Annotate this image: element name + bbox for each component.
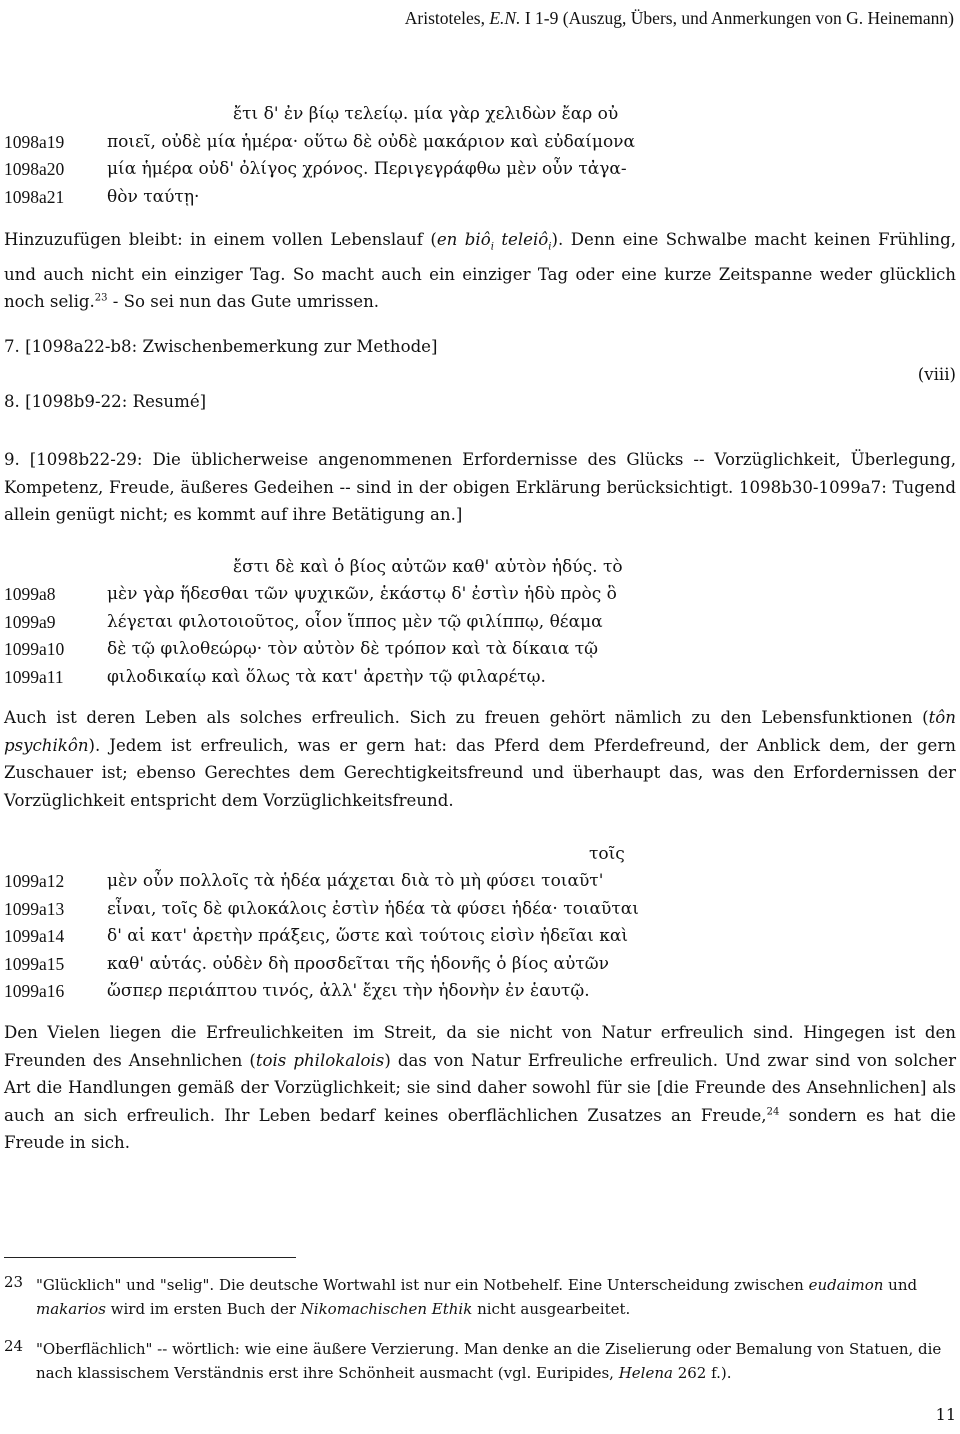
text-run: 262 f.). xyxy=(672,1364,732,1382)
text-run: nicht ausgearbeitet. xyxy=(472,1300,631,1318)
text-run: Den Vielen liegen die Erfreulichkeiten im Streit, da sie nicht von Natur erfreulich sind. Hingegen ist den Freunden des Ansehnlichen ( xyxy=(4,1023,956,1070)
line-ref: 1099a14 xyxy=(4,926,65,946)
text-run: teleiô xyxy=(493,230,549,249)
greek-line: φιλοδικαίῳ καὶ ὅλως τὰ κατ' ἀρετὴν τῷ φιλαρέτῳ. xyxy=(107,667,546,687)
line-ref: 1099a8 xyxy=(4,584,56,604)
greek-line: καθ' αὑτάς. οὐδὲν δὴ προσδεῖται τῆς ἡδονῆς ὁ βίος αὐτῶν xyxy=(107,954,609,974)
text-run: ) das von Natur Erfreuliche erfreulich. Und zwar sind von solcher Art die Handlungen gemäß der Vorzüglichkeit; sie sind daher sowohl für sie [die Freunde des Ansehnlichen] als auch an sich erfreulich. Ihr Leben bedarf keines oberflächlichen Zusatzes an Freude, xyxy=(4,1050,957,1125)
line-ref: 1099a11 xyxy=(4,667,64,687)
page-number: 11 xyxy=(935,1405,956,1424)
line-ref: 1099a13 xyxy=(4,899,65,919)
text-run: ). Jedem ist erfreulich, was er gern hat: das Pferd dem Pferdefreund, der Anblick dem, der gern Zuschauer ist; ebenso Gerechtes dem Gerechtigkeitsfreund und überhaupt das, was den Erfordernissen der Vorzüglichkeit entspricht dem Vorzüglichkeitsfreund. xyxy=(4,735,956,810)
text-run: und xyxy=(883,1276,918,1294)
footnote-number: 23 xyxy=(4,1273,24,1291)
greek-line: ποιεῖ, οὐδὲ μία ἡμέρα· οὕτω δὲ οὐδὲ μακάριον καὶ εὐδαίμονα xyxy=(107,132,635,152)
greek-lead-2: ἔστι δὲ καὶ ὁ βίος αὐτῶν καθ' αὑτὸν ἡδύς. τὸ xyxy=(233,557,623,577)
section-8-heading: 8. [1098b9-22: Resumé] xyxy=(4,392,207,411)
text-run: ). Denn eine Schwalbe macht keinen Frühling, und auch nicht ein einziger Tag. So macht auch ein einziger Tag oder eine kurze Zeitspanne weder glücklich noch selig. xyxy=(4,230,956,312)
greek-line: δ' αἱ κατ' ἀρετὴν πράξεις, ὥστε καὶ τούτοις εἰσὶν ἡδεῖαι καὶ xyxy=(107,926,629,946)
line-ref: 1098a20 xyxy=(4,159,65,179)
footnote-ref-23[interactable]: 23 xyxy=(94,292,108,304)
footnote-24 xyxy=(36,1337,956,1385)
greek-lead-3: τοῖς xyxy=(589,844,625,864)
greek-line: εἶναι, τοῖς δὲ φιλοκάλοις ἐστὶν ἡδέα τὰ φύσει ἡδέα· τοιαῦται xyxy=(107,899,639,919)
translation-paragraph-2 xyxy=(4,704,956,814)
italic-term xyxy=(436,230,552,253)
running-header xyxy=(405,8,954,29)
greek-line: μὲν οὖν πολλοῖς τὰ ἡδέα μάχεται διὰ τὸ μὴ φύσει τοιαῦτ' xyxy=(107,871,604,891)
header-rest: I 1-9 (Auszug, Übers, und Anmerkungen von G. Heinemann) xyxy=(520,8,954,28)
text-run: "Oberflächlich" -- wörtlich: wie eine äußere Verzierung. Man denke an die Ziselierung oder Bemalung von Statuen, die nach klassischem Verständnis erst ihre Schönheit ausmacht (vgl. Euripides, xyxy=(36,1340,942,1382)
footnote-ref-24[interactable]: 24 xyxy=(766,1105,780,1117)
text-run: Auch ist deren Leben als solches erfreulich. Sich zu freuen gehört nämlich zu den Lebensfunktionen ( xyxy=(4,708,929,727)
greek-line: ὥσπερ περιάπτου τινός, ἀλλ' ἔχει τὴν ἡδονὴν ἐν ἑαυτῷ. xyxy=(107,981,590,1001)
line-ref: 1099a9 xyxy=(4,612,56,632)
section-9-paragraph: 9. [1098b22-29: Die üblicherweise angenommenen Erfordernisse des Glücks -- Vorzüglichkeit, Überlegung, Kompetenz, Freude, äußeres Gedeihen -- sind in der obigen Erklärung berücksichtigt. 1098b30-1099a7: Tugend allein genügt nicht; es kommt auf ihre Betätigung an.] xyxy=(4,450,956,524)
text-run: "Glücklich" und "selig". Die deutsche Wortwahl ist nur ein Notbehelf. Eine Unterscheidung zwischen xyxy=(36,1276,809,1294)
greek-line: μία ἡμέρα οὐδ' ὀλίγος χρόνος. Περιγεγράφθω μὲν οὖν τἀγα- xyxy=(107,159,627,179)
line-ref: 1099a10 xyxy=(4,639,65,659)
footnote-separator xyxy=(4,1257,296,1258)
italic-term: Nikomachischen Ethik xyxy=(300,1300,473,1318)
italic-term: tois philokalois xyxy=(255,1050,385,1070)
line-ref: 1098a21 xyxy=(4,187,65,207)
translation-paragraph-1 xyxy=(4,226,956,316)
footnote-23 xyxy=(36,1273,956,1321)
line-ref: 1099a15 xyxy=(4,954,65,974)
greek-lead-1: ἔτι δ' ἐν βίῳ τελείῳ. μία γὰρ χελιδὼν ἔαρ οὐ xyxy=(233,104,619,124)
section-marker: (viii) xyxy=(917,365,956,384)
greek-line: λέγεται φιλοτοιοῦτος, οἷον ἵππος μὲν τῷ φιλίππῳ, θέαμα xyxy=(107,612,603,632)
text-run: Hinzuzufügen bleibt: in einem vollen Lebenslauf ( xyxy=(4,230,437,249)
italic-term: makarios xyxy=(36,1300,106,1318)
greek-line: δὲ τῷ φιλοθεώρῳ· τὸν αὐτὸν δὲ τρόπον καὶ τὰ δίκαια τῷ xyxy=(107,639,598,659)
text-run: - So sei nun das Gute umrissen. xyxy=(107,292,380,312)
text-run: sondern es hat die Freude in sich. xyxy=(4,1105,956,1152)
italic-term: tôn psychikôn xyxy=(4,708,956,755)
subscript: i xyxy=(490,241,494,253)
line-ref: 1098a19 xyxy=(4,132,65,152)
line-ref: 1099a12 xyxy=(4,871,65,891)
greek-line: θὸν ταύτῃ· xyxy=(107,187,200,207)
italic-term: Helena xyxy=(618,1364,673,1382)
header-author: Aristoteles, xyxy=(404,8,490,28)
header-work: E.N. xyxy=(489,8,521,28)
greek-line: μὲν γὰρ ἥδεσθαι τῶν ψυχικῶν, ἑκάστῳ δ' ἐστὶν ἡδὺ πρὸς ὃ xyxy=(107,584,617,604)
footnote-number: 24 xyxy=(4,1337,24,1355)
line-ref: 1099a16 xyxy=(4,981,65,1001)
text-run: en biô xyxy=(436,230,491,249)
section-7-heading: 7. [1098a22-b8: Zwischenbemerkung zur Methode] xyxy=(4,337,438,356)
italic-term: eudaimon xyxy=(808,1276,884,1294)
translation-paragraph-3 xyxy=(4,1019,956,1157)
text-run: wird im ersten Buch der xyxy=(105,1300,301,1318)
subscript: i xyxy=(548,241,552,253)
